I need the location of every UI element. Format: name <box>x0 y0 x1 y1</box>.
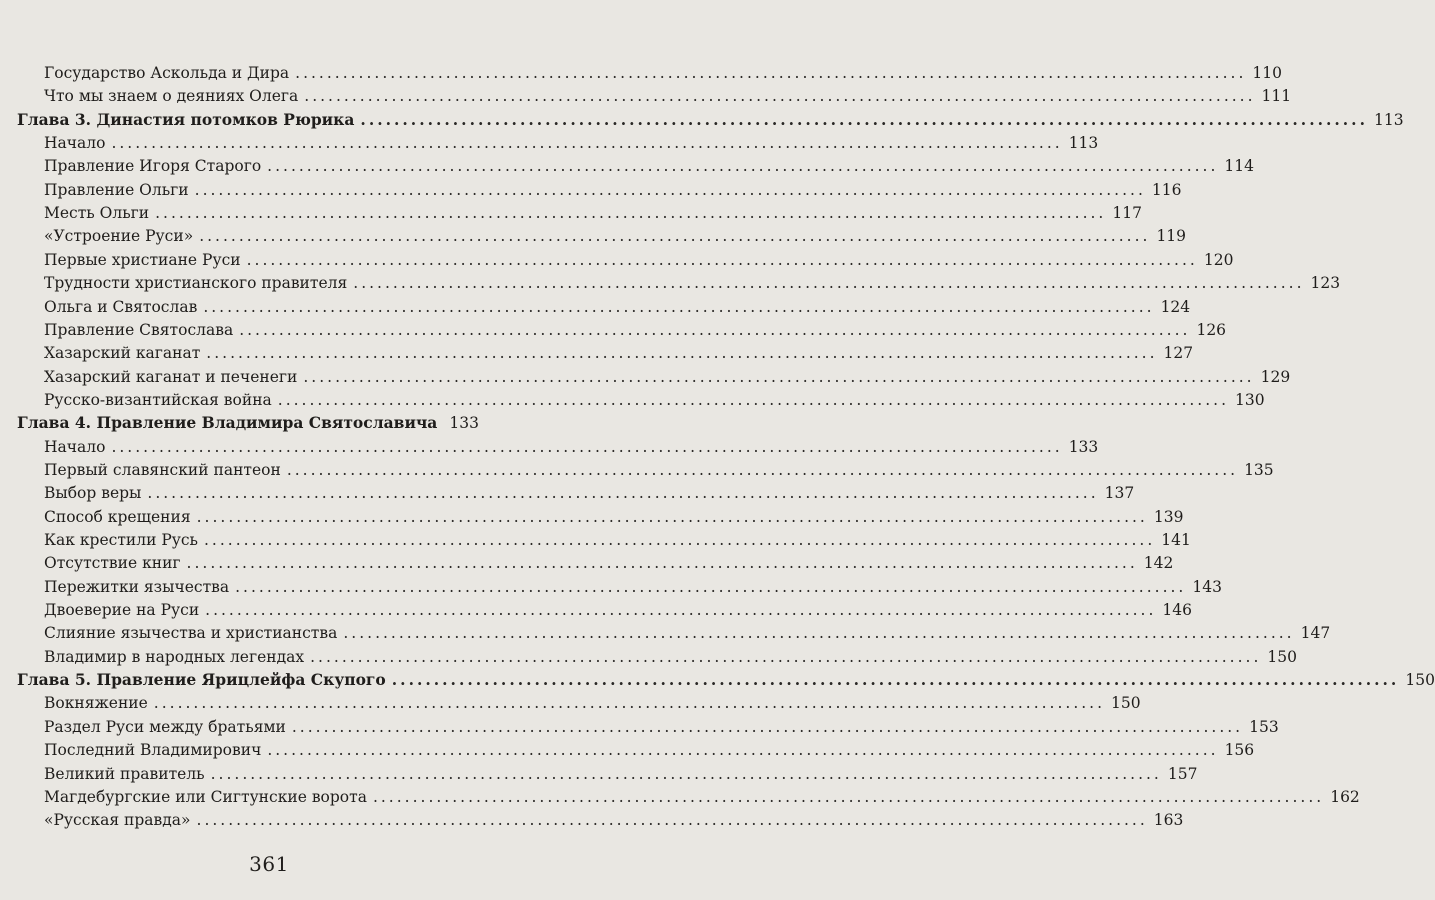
entry-title: Правление Святослава <box>44 320 234 339</box>
entry-page-number: 137 <box>1104 484 1135 503</box>
dot-leader: ........................................................................................................................ <box>303 367 1255 386</box>
dot-leader: ........................................................................................................................ <box>196 811 1148 830</box>
entry-title: Последний Владимирович <box>44 741 262 760</box>
entry-title: Первый славянский пантеон <box>44 460 281 479</box>
entry-title: Месть Ольги <box>44 204 150 223</box>
toc-entry <box>0 200 1142 223</box>
toc-entry <box>0 130 1099 153</box>
toc-entry <box>0 177 1182 200</box>
entry-page-number: 126 <box>1196 320 1227 339</box>
entry-page-number: 157 <box>1167 764 1198 783</box>
entry-title: Великий правитель <box>44 764 205 783</box>
dot-leader: ........................................................................................................................ <box>360 109 1368 129</box>
toc-entry <box>0 574 1222 597</box>
entry-title: Хазарский каганат <box>44 344 201 363</box>
toc-entry <box>0 83 1292 106</box>
dot-leader: ........................................................................................................................ <box>304 87 1256 106</box>
toc-entry <box>0 620 1331 643</box>
entry-page-number: 153 <box>1249 717 1279 736</box>
entry-page-number: 113 <box>1373 110 1404 129</box>
entry-page-number: 127 <box>1163 344 1194 363</box>
entry-title: Слияние язычества и христианства <box>44 624 338 643</box>
toc-entry <box>0 364 1291 387</box>
toc-entry <box>0 223 1187 246</box>
dot-leader: ........................................................................................................................ <box>153 694 1106 713</box>
entry-page-number: 162 <box>1330 787 1360 806</box>
entry-page-number: 147 <box>1300 624 1331 643</box>
entry-title: Как крестили Русь <box>44 531 198 549</box>
dot-leader: ........................................................................................................................ <box>147 484 1099 503</box>
entry-page-number: 116 <box>1151 180 1182 199</box>
toc-entry <box>0 270 1341 293</box>
dot-leader: ........................................................................................................................ <box>286 460 1239 479</box>
dot-leader: ........................................................................................................................ <box>235 577 1187 596</box>
entry-page-number: 150 <box>1267 647 1297 666</box>
toc-entry <box>0 504 1184 527</box>
dot-leader: ........................................................................................................................ <box>239 320 1191 339</box>
entry-page-number: 143 <box>1192 577 1222 596</box>
entry-title: Русско-византийская война <box>44 390 272 409</box>
entry-page-number: 163 <box>1153 811 1184 830</box>
entry-title: Правление Игоря Старого <box>44 157 262 176</box>
dot-leader: ........................................................................................................................ <box>111 134 1063 153</box>
entry-title: Вокняжение <box>44 694 148 713</box>
entry-page-number: 150 <box>1111 694 1141 713</box>
toc-chapter-entry <box>0 107 1404 130</box>
entry-page-number: 139 <box>1153 507 1184 526</box>
dot-leader: ........................................................................................................................ <box>205 601 1157 620</box>
dot-leader: ........................................................................................................................ <box>372 787 1325 806</box>
dot-leader: ........................................................................................................................ <box>343 624 1295 643</box>
entry-title: Владимир в народных легендах <box>44 647 305 666</box>
toc-entry <box>0 597 1192 620</box>
entry-page-number: 123 <box>1310 274 1341 293</box>
toc-entry <box>0 60 1282 83</box>
toc-entry <box>0 690 1141 713</box>
toc-entry <box>0 294 1191 317</box>
entry-title: Глава 3. Династия потомков Рюрика <box>17 109 355 129</box>
dot-leader: ........................................................................................................................ <box>210 764 1162 783</box>
toc-entry <box>0 480 1135 503</box>
toc-entry <box>0 527 1191 550</box>
dot-leader: ........................................................................................................................ <box>111 437 1063 456</box>
entry-page-number: 133 <box>449 414 479 433</box>
toc-entry <box>0 761 1198 784</box>
dot-leader: ........................................................................................................................ <box>204 531 1156 549</box>
entry-page-number: 119 <box>1156 227 1187 246</box>
entry-title: Раздел Руси между братьями <box>44 717 286 736</box>
entry-page-number: 120 <box>1203 250 1234 269</box>
dot-leader: ........................................................................................................................ <box>291 717 1244 736</box>
entry-title: Глава 5. Правление Ярицлейфа Скупого <box>17 670 386 690</box>
entry-title: Выбор веры <box>44 484 142 503</box>
dot-leader: ........................................................................................................................ <box>267 157 1219 176</box>
toc-chapter-entry <box>0 410 538 433</box>
toc-entry <box>0 737 1255 760</box>
toc-entry <box>0 247 1234 270</box>
toc-entry <box>0 644 1297 667</box>
dot-leader: ........................................................................................................................ <box>194 180 1146 199</box>
entry-page-number: 141 <box>1161 531 1191 549</box>
toc-chapter-entry <box>0 667 1435 690</box>
entry-title: Государство Аскольда и Дира <box>44 64 290 82</box>
entry-page-number: 129 <box>1260 367 1291 386</box>
entry-title: Хазарский каганат и печенеги <box>44 367 298 386</box>
entry-title: Пережитки язычества <box>44 577 230 596</box>
entry-title: «Русская правда» <box>44 811 191 830</box>
entry-title: Начало <box>44 134 106 153</box>
entry-title: Способ крещения <box>44 507 191 526</box>
entry-title: Начало <box>44 437 106 456</box>
entry-title: Магдебургские или Сигтунские ворота <box>44 787 367 806</box>
entry-page-number: 146 <box>1162 601 1192 620</box>
toc-entry <box>0 340 1194 363</box>
toc-entry <box>0 457 1274 480</box>
dot-leader: ........................................................................................................................ <box>196 507 1148 526</box>
toc-entry <box>0 714 1279 737</box>
entry-title: Глава 4. Правление Владимира Святославича <box>17 413 438 433</box>
dot-leader: ........................................................................................................................ <box>391 670 1400 690</box>
entry-title: Правление Ольги <box>44 180 189 199</box>
entry-page-number: 130 <box>1235 390 1265 409</box>
entry-page-number: 117 <box>1112 204 1142 223</box>
entry-page-number: 133 <box>1068 437 1099 456</box>
dot-leader: ........................................................................................................................ <box>246 250 1198 269</box>
entry-title: Первые христиане Руси <box>44 250 241 269</box>
toc-entry <box>0 550 1174 573</box>
toc-entry <box>0 807 1184 830</box>
entry-title: «Устроение Руси» <box>44 227 194 246</box>
entry-page-number: 156 <box>1224 741 1255 760</box>
entry-title: Трудности христианского правителя <box>44 274 348 293</box>
dot-leader: ........................................................................................................................ <box>186 554 1138 573</box>
entry-title: Ольга и Святослав <box>44 297 198 316</box>
entry-page-number: 111 <box>1261 87 1292 106</box>
dot-leader: ........................................................................................................................ <box>267 741 1219 760</box>
dot-leader: ........................................................................................................................ <box>199 227 1151 246</box>
entry-title: Что мы знаем о деяниях Олега <box>44 87 299 106</box>
toc-entry <box>0 317 1227 340</box>
entry-page-number: 142 <box>1143 554 1174 573</box>
toc-entry <box>0 387 1265 410</box>
entry-title: Отсутствие книг <box>44 554 181 573</box>
entry-title: Двоеверие на Руси <box>44 601 200 620</box>
dot-leader: ........................................................................................................................ <box>277 390 1230 409</box>
page-number: 361 <box>249 852 289 876</box>
entry-page-number: 113 <box>1068 134 1099 153</box>
toc-entry <box>0 434 1099 457</box>
entry-page-number: 110 <box>1252 64 1282 82</box>
dot-leader: ........................................................................................................................ <box>353 274 1305 293</box>
dot-leader: ........................................................................................................................ <box>155 204 1107 223</box>
dot-leader: ........................................................................................................................ <box>295 64 1247 82</box>
dot-leader: ........................................................................................................................ <box>203 297 1155 316</box>
entry-page-number: 114 <box>1224 157 1255 176</box>
dot-leader: ........................................................................................................................ <box>206 344 1158 363</box>
toc-entry <box>0 153 1255 176</box>
dot-leader: ........................................................................................................................ <box>310 647 1262 666</box>
toc-entry <box>0 784 1360 807</box>
entry-page-number: 135 <box>1244 460 1274 479</box>
entry-page-number: 150 <box>1405 671 1435 690</box>
entry-page-number: 124 <box>1160 297 1191 316</box>
